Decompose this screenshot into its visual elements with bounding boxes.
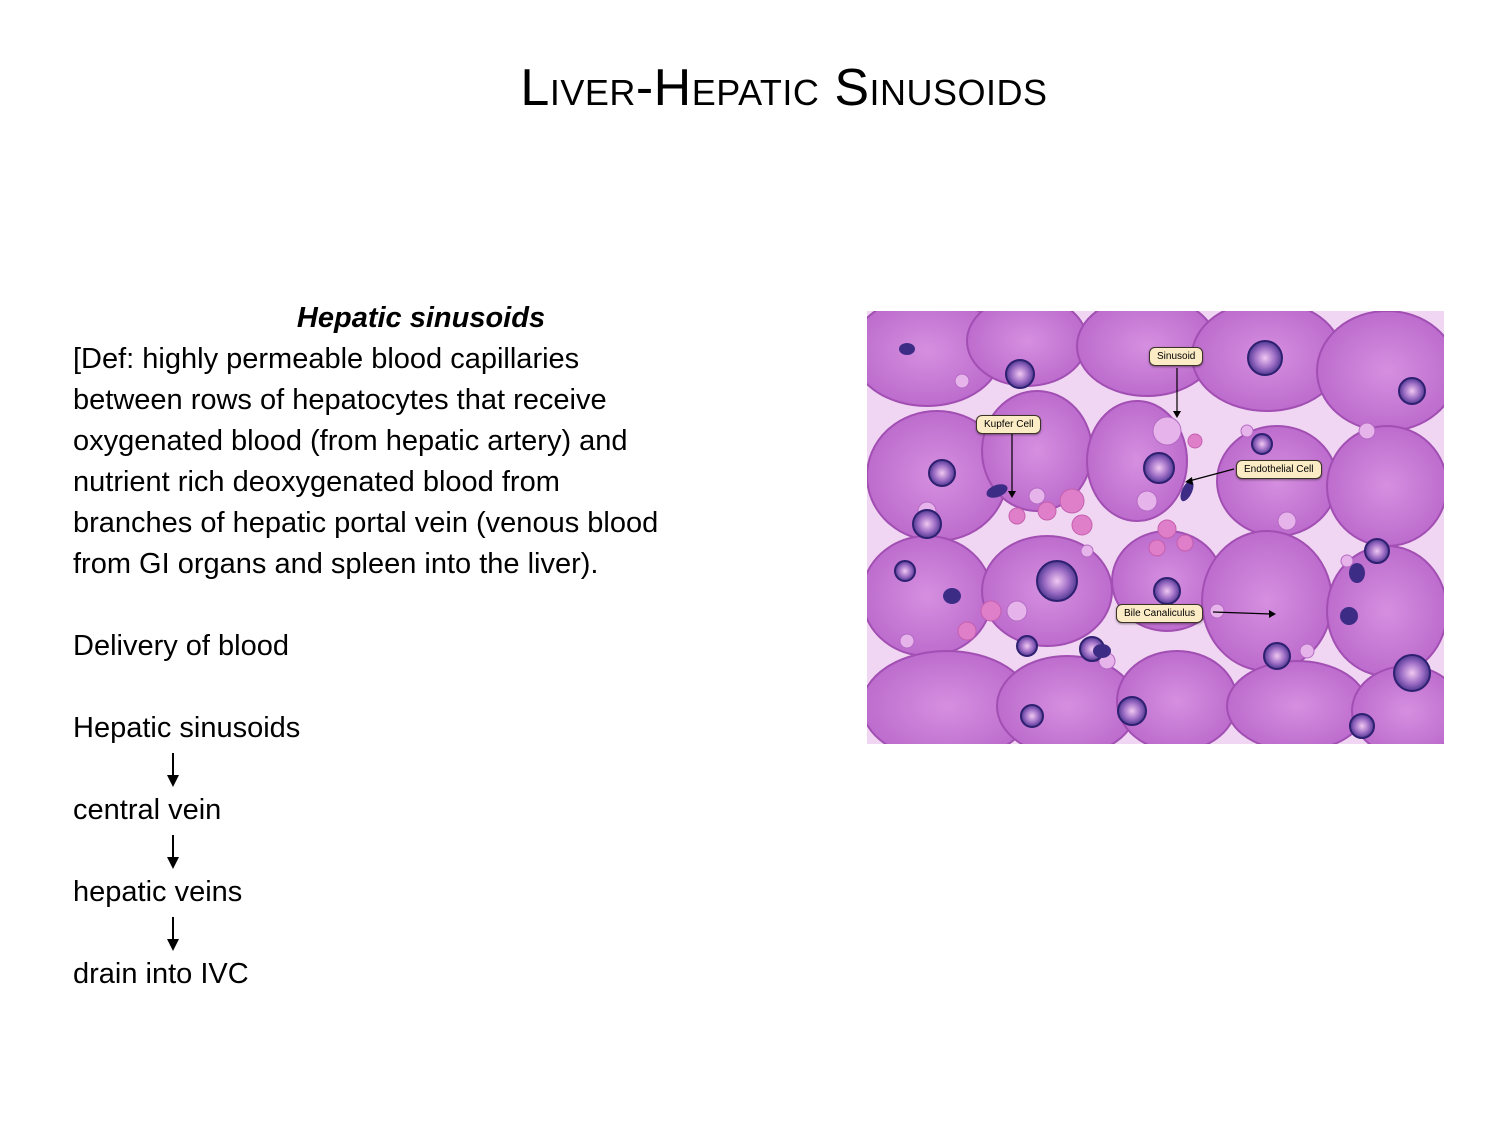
micrograph-image	[867, 311, 1444, 744]
flow-step: central vein	[73, 794, 222, 826]
down-arrow-icon	[73, 831, 273, 872]
flow-step: Hepatic sinusoids	[73, 712, 301, 744]
text-column	[73, 298, 793, 995]
down-arrow-icon	[73, 913, 273, 954]
definition-line: branches of hepatic portal vein (venous blood	[73, 507, 659, 539]
label-bile-canaliculus: Bile Canaliculus	[1116, 604, 1203, 623]
definition-line: nutrient rich deoxygenated blood from	[73, 466, 560, 498]
definition-line: from GI organs and spleen into the liver).	[73, 548, 599, 580]
definition-line: between rows of hepatocytes that receive	[73, 384, 607, 416]
flow-step: drain into IVC	[73, 958, 249, 990]
label-endothelial-cell: Endothelial Cell	[1236, 460, 1322, 479]
label-sinusoid: Sinusoid	[1149, 347, 1203, 366]
delivery-heading: Delivery of blood	[73, 630, 289, 662]
flow-step: hepatic veins	[73, 876, 243, 908]
page-title: Liver-Hepatic Sinusoids	[520, 59, 1048, 117]
histology-micrograph	[867, 311, 1444, 744]
definition-line: [Def: highly permeable blood capillaries	[73, 343, 580, 375]
subheading: Hepatic sinusoids	[296, 302, 546, 334]
label-kupfer-cell: Kupfer Cell	[976, 415, 1041, 434]
down-arrow-icon	[73, 749, 273, 790]
definition-line: oxygenated blood (from hepatic artery) and	[73, 425, 628, 457]
